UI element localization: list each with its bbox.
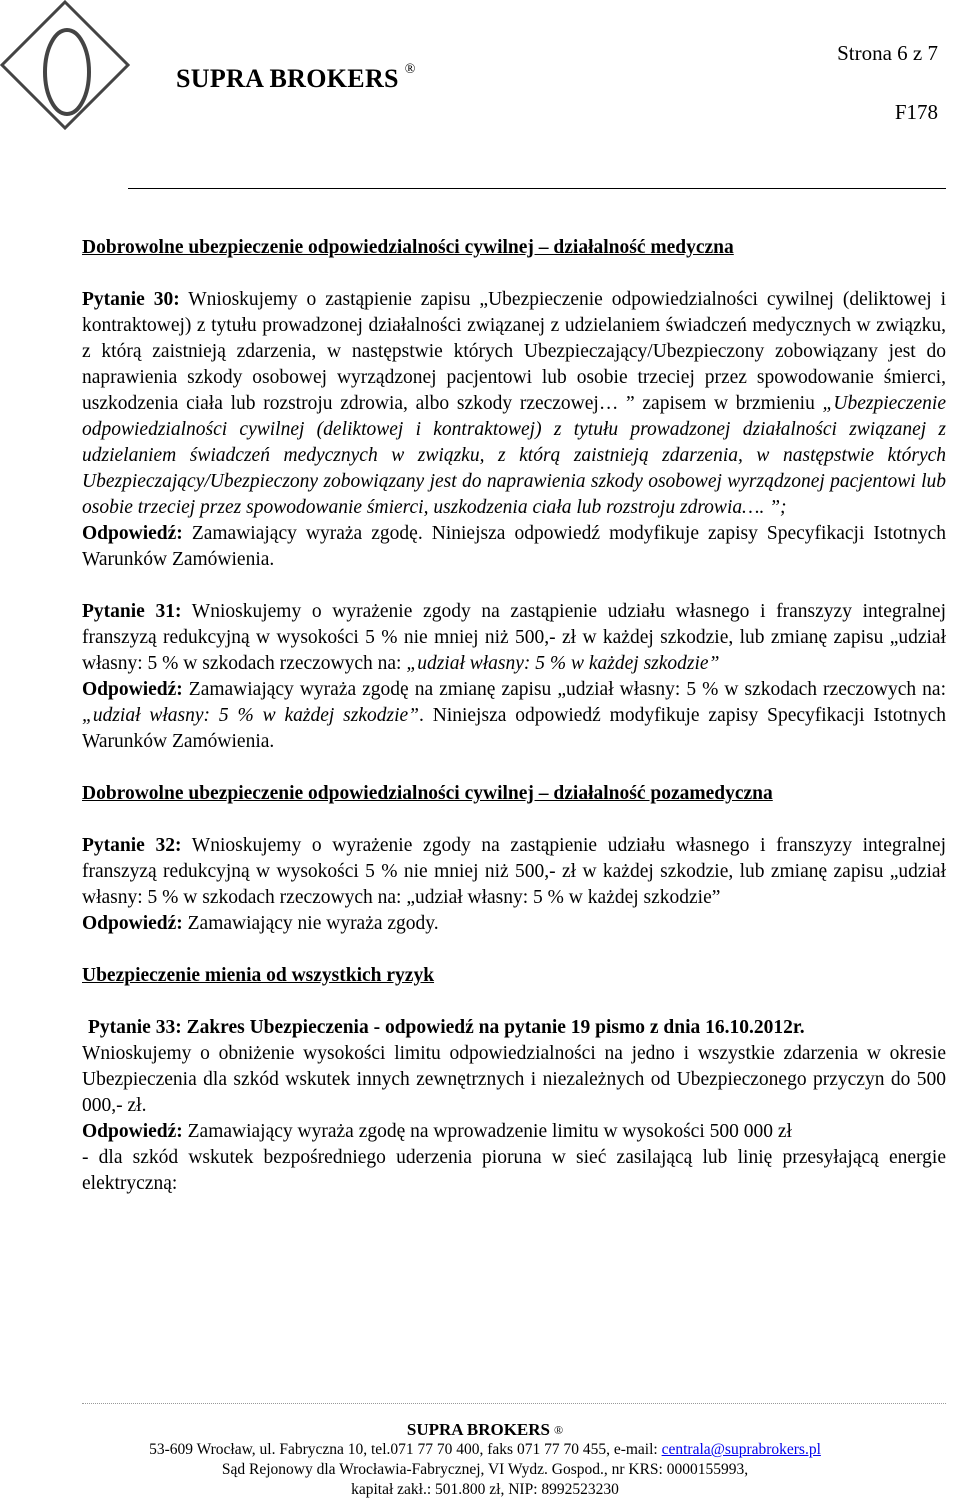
footer-brand: SUPRA BROKERS ® — [406, 1420, 564, 1439]
answer-31: Odpowiedź: Zamawiający wyraża zgodę na zmianę zapisu „udział własny: 5 % w szkodach rzeczowych na: „udział własny: 5 % w każdej szkodzie”. Niniejsza odpowiedź modyfikuje zapisy Specyfikacji Istotnych Warunków Zamówienia. — [82, 679, 946, 752]
section-title-property: Ubezpieczenie mienia od wszystkich ryzyk — [82, 965, 435, 986]
section-title-nonmedical: Dobrowolne ubezpieczenie odpowiedzialności cywilnej – działalność pozamedyczna — [82, 783, 773, 804]
document-code: F178 — [894, 100, 938, 124]
question-33-title: Pytanie 33: Zakres Ubezpieczenia - odpowiedź na pytanie 19 pismo z dnia 16.10.2012r. — [88, 1017, 805, 1038]
document-body — [82, 235, 946, 1197]
footer-divider — [82, 1403, 946, 1404]
section-title-medical: Dobrowolne ubezpieczenie odpowiedzialności cywilnej – działalność medyczna — [82, 237, 734, 258]
header-divider — [128, 188, 946, 189]
question-30: Pytanie 30: Wnioskujemy o zastąpienie zapisu „Ubezpieczenie odpowiedzialności cywilnej (deliktowej i kontraktowej) z tytułu prowadzonej działalności związanej z udzielaniem świadczeń medycznych w związku, z którą zaistnieją zdarzenia, w następstwie których Ubezpieczający/Ubezpieczony zobowiązany jest do naprawienia szkody osobowej wyrządzonej pacjentowi lub osobie trzeciej przez spowodowanie śmierci, uszkodzenia ciała lub rozstroju zdrowia, albo szkody rzeczowej… ” zapisem w brzmieniu „Ubezpieczenie odpowiedzialności cywilnej (deliktowej i kontraktowej) z tytułu prowadzonej działalności związanej z udzielaniem świadczeń medycznych w związku, z którą zaistnieją zdarzenia, w następstwie których Ubezpieczający/Ubezpieczony zobowiązany jest do naprawienia szkody osobowej wyrządzonej pacjentowi lub osobie trzeciej przez spowodowanie śmierci, uszkodzenia ciała lub rozstroju zdrowia…. ”; — [82, 289, 946, 518]
footer-address: 53-609 Wrocław, ul. Fabryczna 10, tel.071 77 70 400, faks 071 77 70 455, e-mail: centrala@suprabrokers.pl — [149, 1441, 821, 1458]
answer-30: Odpowiedź: Zamawiający wyraża zgodę. Niniejsza odpowiedź modyfikuje zapisy Specyfikacji Istotnych Warunków Zamówienia. — [82, 523, 946, 570]
footer-court: Sąd Rejonowy dla Wrocławia-Fabrycznej, VI Wydz. Gospod., nr KRS: 0000155993, — [221, 1461, 749, 1478]
answer-33: Odpowiedź: Zamawiający wyraża zgodę na wprowadzenie limitu w wysokości 500 000 zł — [82, 1121, 792, 1142]
company-logo-icon — [0, 0, 130, 130]
footer-email-link[interactable]: centrala@suprabrokers.pl — [661, 1441, 821, 1458]
answer-32: Odpowiedź: Zamawiający nie wyraża zgody. — [82, 913, 439, 934]
question-32: Pytanie 32: Wnioskujemy o wyrażenie zgody na zastąpienie udziału własnego i franszyzy integralnej franszyzą redukcyjną w wysokości 5 % nie mniej niż 500,- zł w każdej szkodzie, lub zmianę zapisu „udział własny: 5 % w szkodach rzeczowych na: „udział własny: 5 % w każdej szkodzie” — [82, 835, 946, 908]
header-brand: SUPRA BROKERS ® — [176, 62, 416, 93]
question-31: Pytanie 31: Wnioskujemy o wyrażenie zgody na zastąpienie udziału własnego i franszyzy integralnej franszyzą redukcyjną w wysokości 5 % nie mniej niż 500,- zł w każdej szkodzie, lub zmianę zapisu „udział własny: 5 % w szkodach rzeczowych na: „udział własny: 5 % w każdej szkodzie” — [82, 601, 946, 674]
page-number: Strona 6 z 7 — [837, 41, 938, 65]
footer — [60, 1420, 910, 1500]
question-33: Wnioskujemy o obniżenie wysokości limitu odpowiedzialności na jedno i wszystkie zdarzenia w okresie Ubezpieczenia dla szkód wskutek innych zewnętrznych i niezależnych od Ubezpieczonego przyczyn do 500 000,- zł. — [82, 1043, 946, 1116]
answer-33-item: - dla szkód wskutek bezpośredniego uderzenia pioruna w sieć zasilającą lub linię przesyłającą energie elektryczną: — [82, 1147, 946, 1194]
footer-capital: kapitał zakł.: 501.800 zł, NIP: 8992523230 — [351, 1481, 619, 1498]
